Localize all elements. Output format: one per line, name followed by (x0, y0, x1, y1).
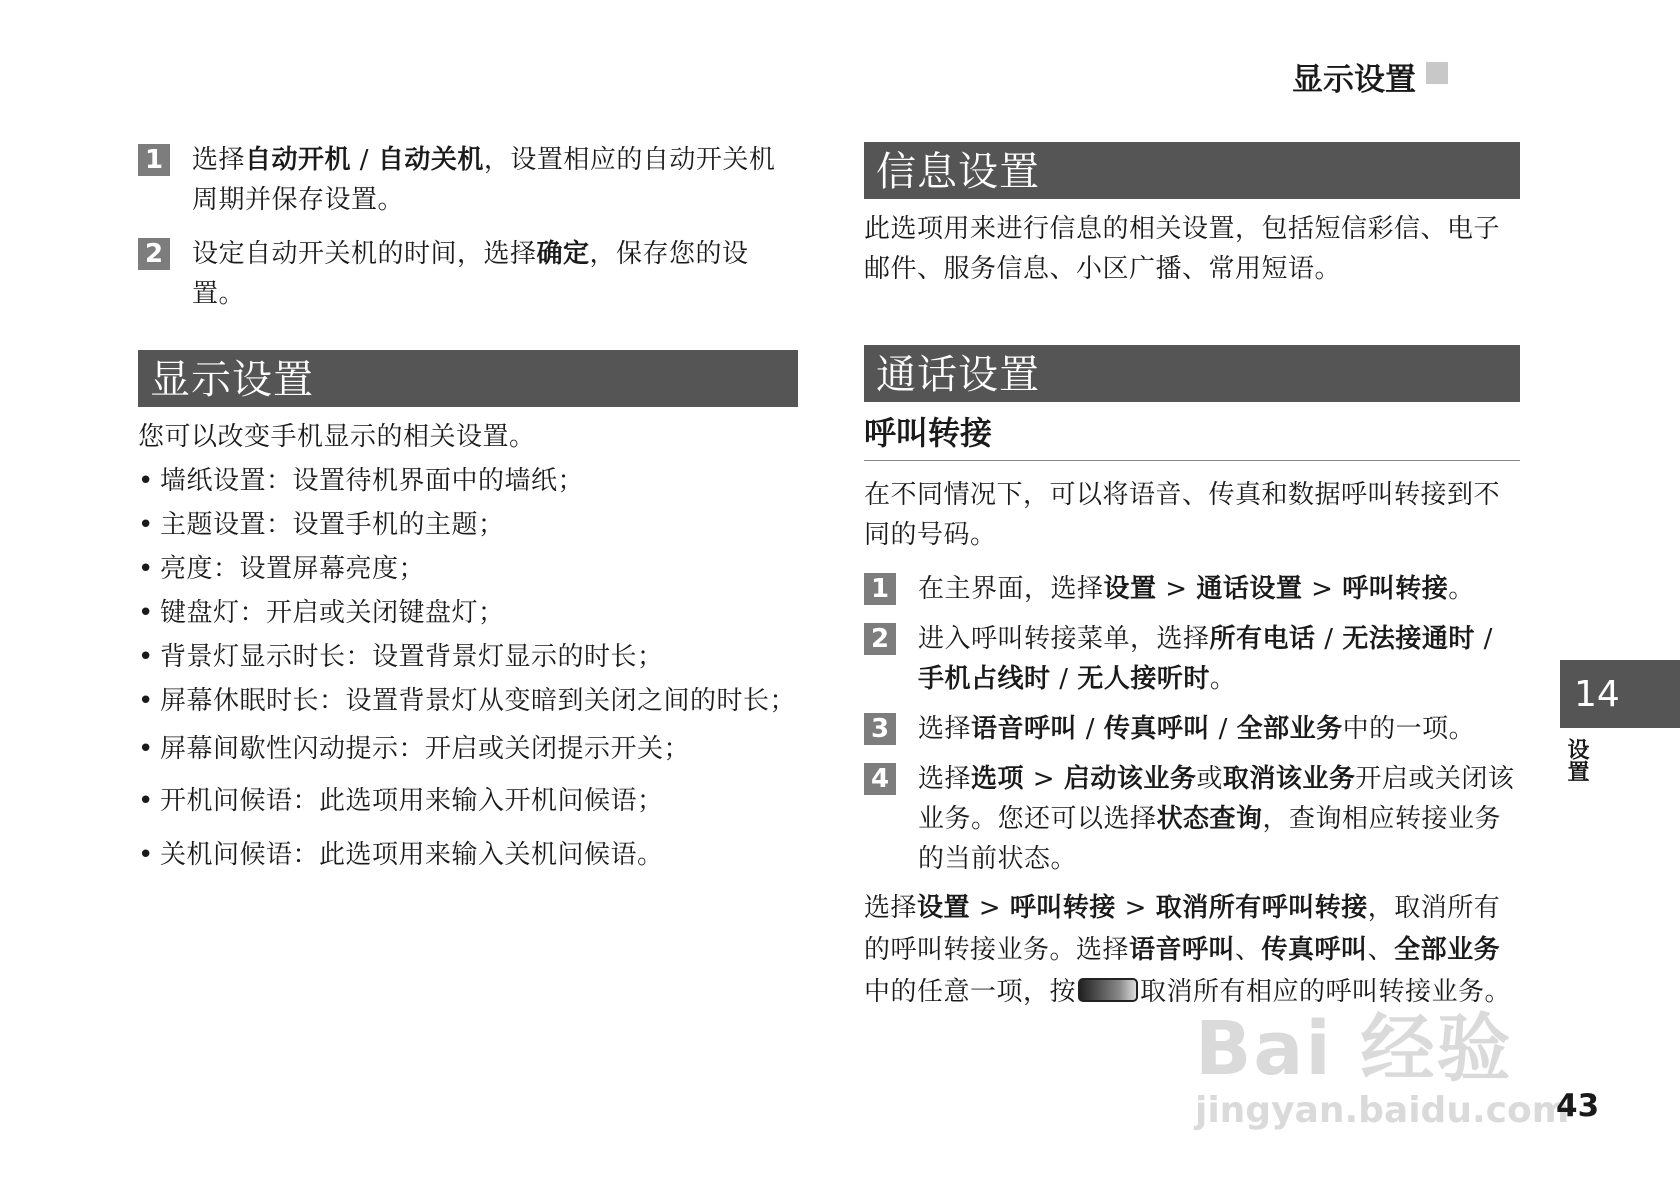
list-item: • 屏幕休眠时长：设置背景灯从变暗到关闭之间的时长； (138, 681, 798, 721)
step-text: 选择语音呼叫 / 传真呼叫 / 全部业务中的一项。 (918, 714, 1476, 744)
call-forwarding-intro: 在不同情况下，可以将语音、传真和数据呼叫转接到不同的号码。 (864, 480, 1501, 550)
call-forwarding-subheading: 呼叫转接 (864, 408, 1520, 461)
cancel-all-forwarding-paragraph: 选择设置 > 呼叫转接 > 取消所有呼叫转接，取消所有的呼叫转接业务。选择语音呼叫、传真呼叫、全部业务中的任意一项，按 取消所有相应的呼叫转接业务。 (864, 893, 1512, 1007)
step-text: 进入呼叫转接菜单，选择所有电话 / 无法接通时 / 手机占线时 / 无人接听时。 (918, 624, 1493, 694)
list-item: • 亮度：设置屏幕亮度； (138, 549, 798, 589)
page-number: 43 (1556, 1088, 1600, 1124)
step-text: 在主界面，选择设置 > 通话设置 > 呼叫转接。 (918, 574, 1475, 604)
list-item: • 键盘灯：开启或关闭键盘灯； (138, 593, 798, 633)
list-item: • 开机问候语：此选项用来输入开机问候语； (138, 781, 798, 821)
display-settings-intro: 您可以改变手机显示的相关设置。 (138, 422, 536, 452)
step-number-badge: 1 (864, 573, 896, 605)
call-forward-step-3 (864, 709, 1520, 749)
display-settings-list (138, 461, 798, 875)
list-item: • 主题设置：设置手机的主题； (138, 505, 798, 545)
call-settings-heading: 通话设置 (864, 345, 1520, 402)
info-settings-body: 此选项用来进行信息的相关设置，包括短信彩信、电子邮件、服务信息、小区广播、常用短语。 (864, 214, 1501, 284)
list-item: • 屏幕间歇性闪动提示：开启或关闭提示开关； (138, 729, 798, 769)
step-text: 设定自动开关机的时间，选择确定，保存您的设置。 (192, 239, 749, 309)
step-number-badge: 4 (864, 763, 896, 795)
info-settings-heading: 信息设置 (864, 142, 1520, 199)
step-number-badge: 2 (138, 238, 170, 270)
watermark-url: jingyan.baidu.com (1195, 1090, 1570, 1131)
step-number-badge: 2 (864, 623, 896, 655)
watermark-brand: Bai 经验 (1195, 1006, 1513, 1092)
auto-power-step-2 (138, 234, 798, 314)
list-item: • 关机问候语：此选项用来输入关机问候语。 (138, 835, 798, 875)
list-item: • 墙纸设置：设置待机界面中的墙纸； (138, 461, 798, 501)
chapter-tab: 14 (1560, 660, 1680, 728)
baidu-watermark (1195, 990, 1569, 1131)
list-item: • 背景灯显示时长：设置背景灯显示的时长； (138, 637, 798, 677)
chapter-label: 设置 (1564, 738, 1589, 782)
step-number-badge: 3 (864, 713, 896, 745)
auto-power-step-1 (138, 140, 798, 220)
end-key-icon (1078, 978, 1138, 1002)
running-header-title: 显示设置 (1292, 62, 1416, 98)
call-forward-step-4 (864, 759, 1520, 879)
call-forward-step-2 (864, 619, 1520, 699)
step-text: 选择自动开机 / 自动关机，设置相应的自动开关机周期并保存设置。 (192, 145, 776, 215)
left-column (138, 140, 798, 875)
display-settings-heading: 显示设置 (138, 350, 798, 407)
step-number-badge: 1 (138, 144, 170, 176)
header-square-marker (1426, 62, 1448, 84)
step-text: 选择选项 > 启动该业务或取消该业务开启或关闭该业务。您还可以选择状态查询，查询相应转接业务的当前状态。 (918, 764, 1515, 874)
call-forward-step-1 (864, 569, 1520, 609)
right-column (864, 142, 1520, 1013)
